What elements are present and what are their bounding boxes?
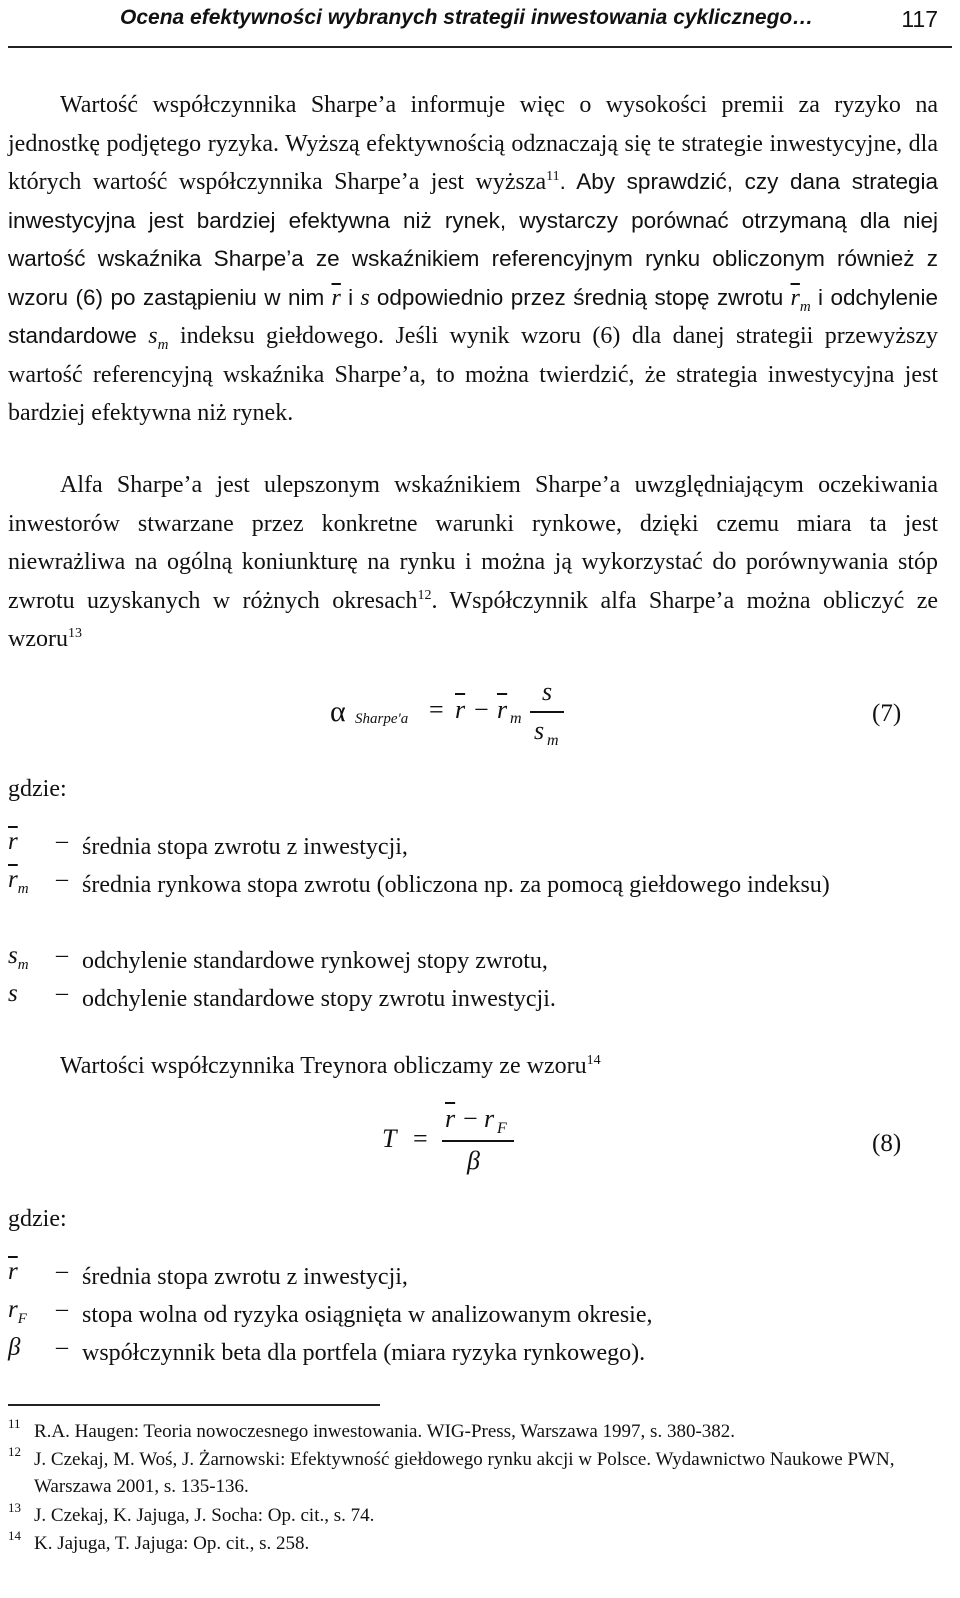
definition-text: współczynnik beta dla portfela (miara ryzyka rynkowego). [82,1340,646,1366]
equation-number-7: (7) [872,700,902,727]
definition-symbol: s [8,980,18,1007]
paragraph-text: . Aby sprawdzić, czy dana strategia inwestycyjna jest bardziej efektywna niż rynek, wystarczy porównać otrzymaną dla niej wartość wskaźnika Sharpe’a ze wskaźnikiem referencyjnym rynku obliczonym również z wzoru (6) po zastąpieniu w nim [8,169,938,310]
footnote-number: 13 [8,1500,21,1515]
alpha-subscript: Sharpe'a [355,711,409,727]
alpha-symbol: α [330,695,346,728]
equals-sign: = [429,695,444,724]
symbol-s: s [360,284,370,311]
minus-sign: − [474,695,489,724]
definition-text: odchylenie standardowe stopy zwrotu inwestycji. [82,986,556,1012]
footnote-number: 14 [8,1528,21,1543]
fraction-denominator: s [534,716,545,745]
subscript-m: m [157,336,169,353]
footnote-text: R.A. Haugen: Teoria nowoczesnego inwestowania. WIG-Press, Warszawa 1997, s. 380-382. [34,1421,736,1442]
definition-dash: – [56,828,68,854]
definition-symbol: $r_F$ [8,1296,27,1327]
definition-text: stopa wolna od ryzyka osiągnięta w analizowanym okresie, [82,1302,653,1328]
symbol-r-bar-m: $\overline{r}$ [790,284,800,311]
footnote-text: K. Jajuga, T. Jajuga: Op. cit., s. 258. [34,1533,310,1554]
fraction-numerator: s [542,677,553,706]
conjunction-i: i [348,284,354,310]
paragraph-text: Wartości współczynnika Treynora obliczamy ze wzoru [60,1053,587,1079]
running-title: Ocena efektywności wybranych strategii inwestowania cyklicznego… [120,6,814,29]
page-number: 117 [901,6,938,32]
definition-dash: – [56,942,68,968]
definition-text: średnia stopa zwrotu z inwestycji, [82,1264,408,1290]
equals-sign: = [413,1124,428,1153]
running-header [8,0,952,48]
definition-symbol: $s_m$ [8,942,29,973]
definition-symbol: $\overline{r}_m$ [8,866,29,897]
paragraph-text: i odchylenie standardowe [8,284,939,348]
definition-symbol: $\overline{r}$ [8,1258,18,1285]
paragraph-text: odpowiednio przez średnią stopę zwrotu [376,284,784,310]
fraction-bar [530,711,564,713]
r-bar: $\overline{r}$ [445,1104,456,1133]
footnote-ref-12: 12 [417,587,432,603]
footnote-text: J. Czekaj, K. Jajuga, J. Socha: Op. cit., s. 74. [34,1505,375,1526]
definition-text: średnia rynkowa stopa zwrotu (obliczona np. za pomocą giełdowego indeksu) [82,872,830,898]
T-symbol: T [382,1124,397,1153]
denominator-subscript: m [547,732,559,749]
definition-symbol: $\overline{r}$ [8,828,18,855]
definition-dash: – [56,980,68,1006]
footnote-separator [8,1404,380,1406]
footnote-text: J. Czekaj, M. Woś, J. Żarnowski: Efektywność giełdowego rynku akcji w Polsce. Wydawnictwo Naukowe PWN, Warszawa 2001, s. 135-136. [34,1449,895,1497]
minus-sign: − [463,1104,478,1133]
r-bar: $\overline{r}$ [455,695,466,724]
paragraph-text: Alfa Sharpe’a jest ulepszonym wskaźnikiem Sharpe’a uwzględniającym oczekiwania inwestorów stwarzane przez konkretne warunki rynkowe, dzięki czemu miara ta jest niewrażliwa na ogólną koniunkturę na rynku i można ją wykorzystać do porównywania stóp zwrotu uzyskanych w różnych okresach [8,472,938,614]
r-f: r [484,1104,495,1133]
subscript-m: m [799,298,811,315]
fraction-denominator: β [467,1146,480,1175]
paragraph-text: indeksu giełdowego. Jeśli wynik wzoru (6) dla danej strategii przewyższy wartość referencyjną wskaźnika Sharpe’a, to można twierdzić, że strategia inwestycyjna jest bardziej efektywna niż rynek. [8,323,939,426]
symbol-r-bar: $\overline{r}$ [331,284,341,311]
paragraph-text: Wartość współczynnika Sharpe’a informuje więc o wysokości premii za ryzyko na jednostkę podjętego ryzyka. Wyższą efektywnością odznaczają się te strategie inwestycyjne, dla których wartość współczynnika Sharpe’a jest wyższa [8,92,938,195]
definition-text: odchylenie standardowe rynkowej stopy zwrotu, [82,948,548,974]
footnote-number: 11 [8,1416,21,1431]
definition-text: średnia stopa zwrotu z inwestycji, [82,834,408,860]
definition-dash: – [56,1334,68,1360]
footnote-ref-13: 13 [67,626,82,641]
r-bar-m: $\overline{r}$ [497,695,508,724]
definition-dash: – [56,1258,68,1284]
fraction-bar [442,1140,514,1142]
symbol-s-m: s [148,323,158,349]
treynor-intro [60,1053,601,1080]
definition-dash: – [56,866,68,892]
paragraph-sharpe-ratio [8,86,938,433]
definition-symbol: β [8,1334,21,1361]
paragraph-alfa-sharpe [8,466,938,659]
footnote-ref-14: 14 [586,1053,601,1068]
footnote-number: 12 [8,1444,21,1459]
paragraph-text: . Współczynnik alfa Sharpe’a można obliczyć ze wzoru [8,587,939,652]
where-label: gdzie: [8,1206,67,1232]
definition-dash: – [56,1296,68,1322]
where-label: gdzie: [8,776,67,802]
r-m-subscript: m [510,710,522,727]
footnote-ref-11: 11 [546,169,560,184]
r-f-subscript: F [497,1120,507,1137]
equation-number-8: (8) [872,1130,902,1157]
